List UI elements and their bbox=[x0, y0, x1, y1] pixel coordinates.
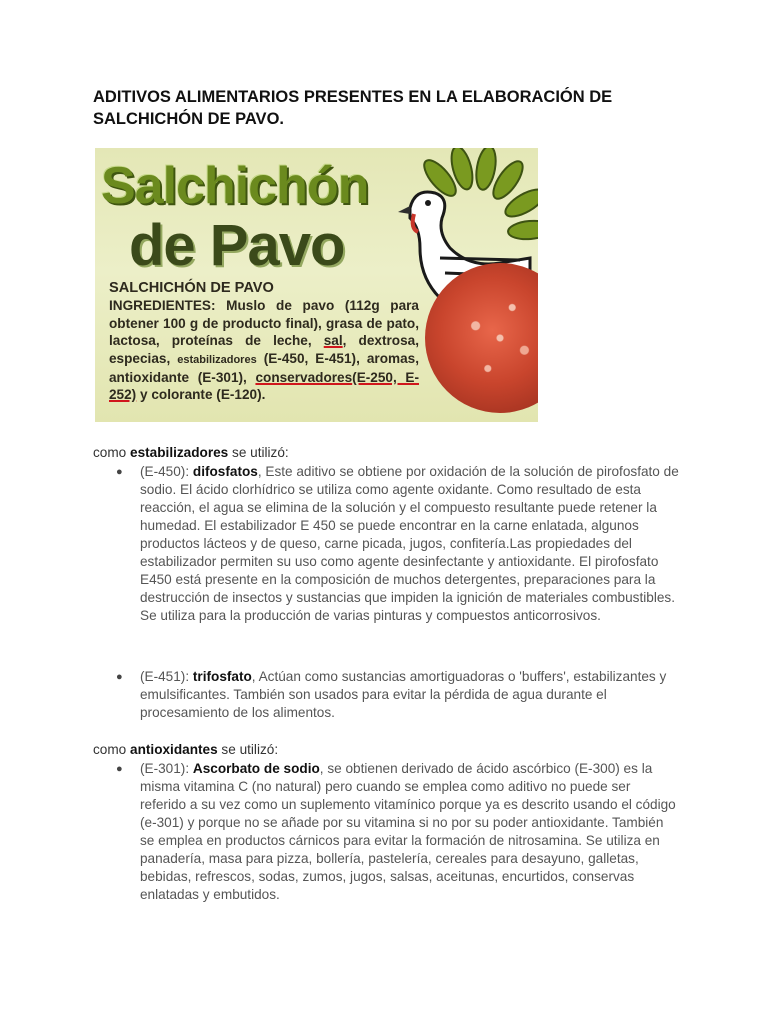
ingredient-e250: (E-250, E-252) bbox=[109, 370, 419, 403]
section-antioxidantes-intro bbox=[93, 741, 278, 759]
ingredient-estabilizadores: estabilizadores bbox=[177, 353, 257, 366]
ingredients-part3: (E-450, E-451), aromas, antioxidante (E-301), bbox=[109, 350, 419, 386]
brand-name-line2: de Pavo bbox=[129, 213, 345, 278]
intro-suffix: se utilizó: bbox=[217, 742, 279, 757]
additive-name: difosfatos bbox=[192, 464, 258, 479]
additive-description: , Actúan como sustancias amortiguadoras o 'buffers', estabilizantes y emulsificantes. También son usados para evitar la pérdida de agua durante el procesamiento de los alimentos. bbox=[140, 669, 667, 720]
ingredients-part1: Muslo de pavo (112g para obtener 100 g de producto final), grasa de pato, lactosa, proteínas de leche, bbox=[109, 298, 419, 349]
ingredient-conservadores: conservadores bbox=[255, 370, 353, 386]
additive-name: trifosfato bbox=[192, 669, 252, 684]
antioxidantes-list bbox=[140, 760, 680, 904]
additive-description: , Este aditivo se obtiene por oxidación de la solución de pirofosfato de sodio. El ácido clorhídrico se utiliza como agente oxidante. Como resultado de esta reacción, el agua se elimina de la solución y el compuesto resultante puede retener la humedad. El estabilizador E 450 se puede encontrar en la carne enlatada, algunos productos lácteos y de queso, carne picada, jugos, confitería.Las propiedades del estabilizador permiten su uso como agente desinfectante y antioxidante. El pirofosfato E450 está presente en la composición de muchos detergentes, preparaciones para la destrucción de insectos y sustancias que impiden la ignición de materiales combustibles. Se utiliza para la producción de varias pinturas y compuestos anticorrosivos. bbox=[140, 464, 679, 623]
additive-name: Ascorbato de sodio bbox=[192, 761, 320, 776]
additive-code: (E-450): bbox=[140, 464, 193, 479]
intro-prefix: como bbox=[93, 445, 131, 460]
ingredients-label bbox=[109, 280, 419, 404]
label-heading: SALCHICHÓN DE PAVO bbox=[109, 280, 274, 296]
list-item-e451 bbox=[140, 668, 680, 722]
intro-suffix: se utilizó: bbox=[228, 445, 289, 460]
additive-code: (E-301): bbox=[140, 761, 193, 776]
intro-term: estabilizadores bbox=[130, 445, 229, 460]
product-label-photo bbox=[95, 148, 538, 422]
section-estabilizadores-intro bbox=[93, 444, 289, 462]
ingredients-lead: INGREDIENTES: bbox=[109, 298, 216, 314]
brand-name-line1: Salchichón bbox=[101, 157, 369, 215]
intro-term: antioxidantes bbox=[130, 742, 218, 757]
estabilizadores-list bbox=[140, 463, 680, 625]
additive-description: , se obtienen derivado de ácido ascórbico (E-300) es la misma vitamina C (no natural) pero cuando se emplea como aditivo no puede ser referido a su vez como un suplemento vitamínico porque ya es descrito usando el código (e-301) y porque no se añade por su vitamina si no por su poder antioxidante. También se emplea en productos cárnicos para evitar la formación de nitrosamina. Se utiliza en panadería, masa para pizza, bollería, pastelería, cereales para desayuno, galletas, bebidas, refrescos, sodas, zumos, jugos, salsas, aceitunas, encurtidos, conservas enlatadas y embutidos. bbox=[140, 761, 676, 902]
ingredient-sal: sal bbox=[323, 333, 343, 349]
ingredients-part4: y colorante (E-120). bbox=[136, 387, 266, 403]
document-title: ADITIVOS ALIMENTARIOS PRESENTES EN LA ELABORACIÓN DE SALCHICHÓN DE PAVO. bbox=[93, 88, 613, 128]
ingredients-part2: , dextrosa, especias, bbox=[109, 333, 419, 366]
list-item-e301 bbox=[140, 760, 680, 904]
list-item-e450 bbox=[140, 463, 680, 625]
additive-code: (E-451): bbox=[140, 669, 193, 684]
estabilizadores-list-2 bbox=[140, 668, 680, 722]
intro-prefix: como bbox=[93, 742, 131, 757]
